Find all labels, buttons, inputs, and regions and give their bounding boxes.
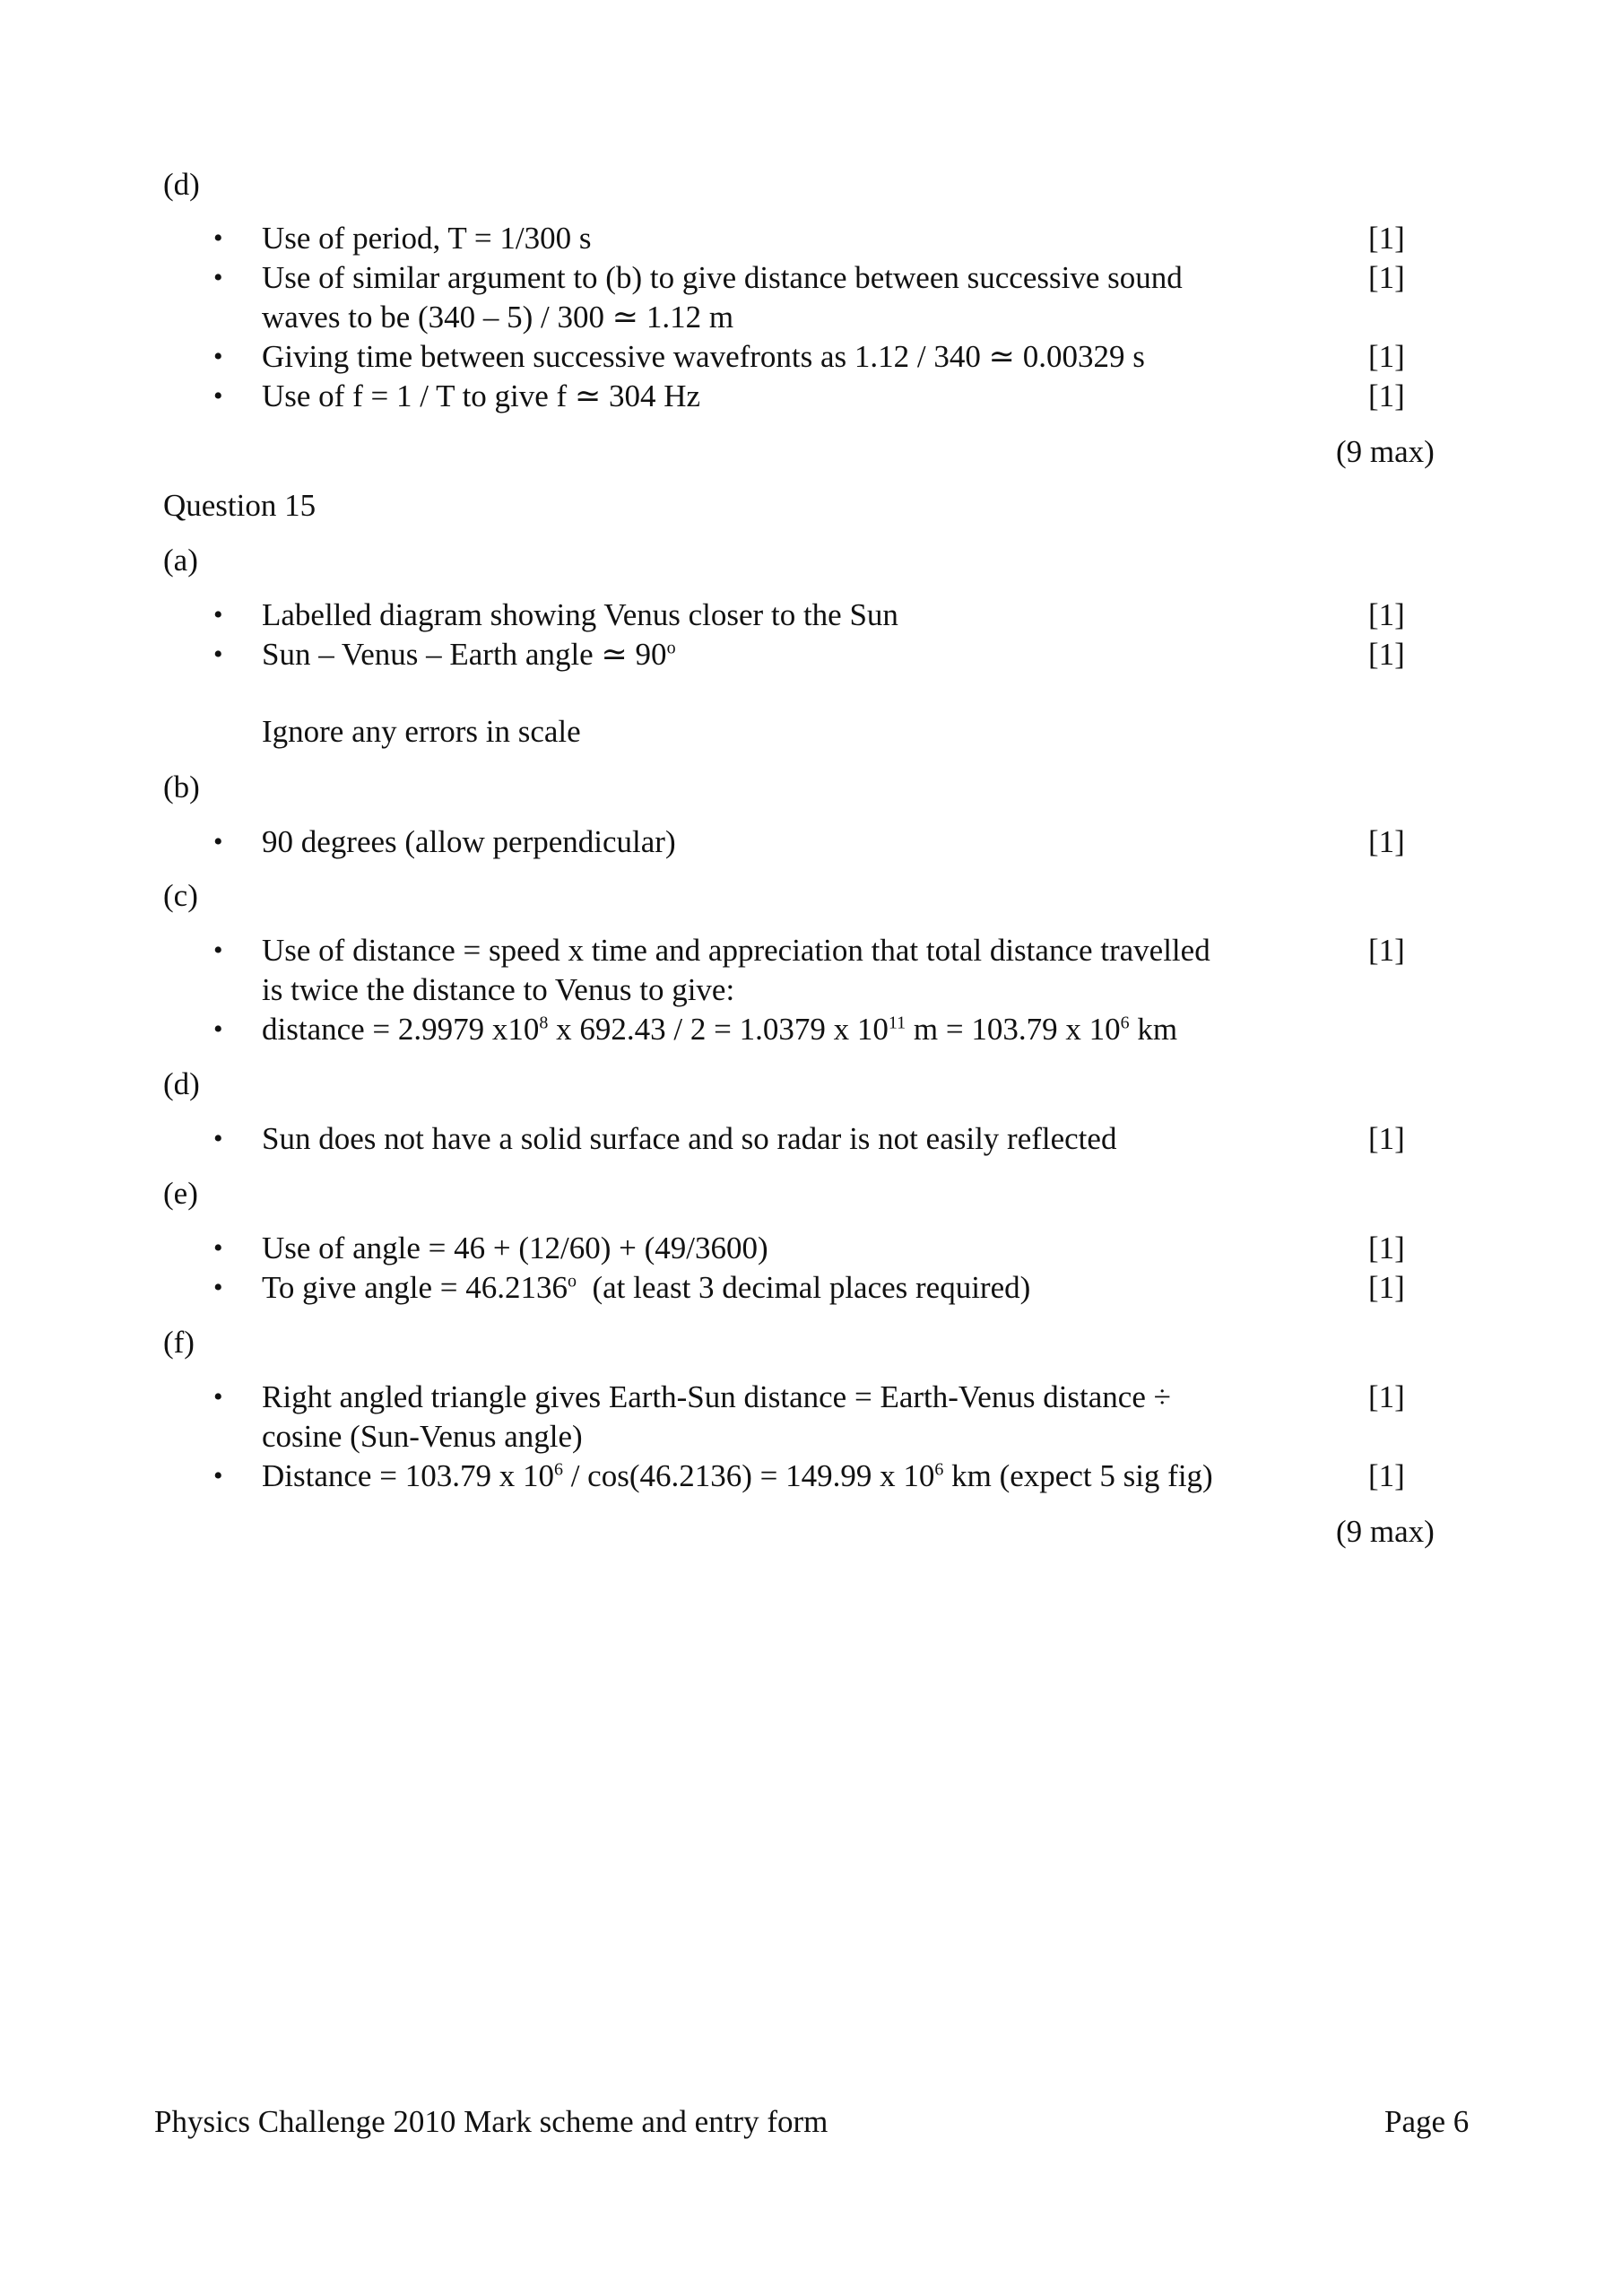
mark-item: Use of period, T = 1/300 s	[262, 221, 592, 256]
question-title: Question 15	[163, 488, 317, 523]
bullet: •	[213, 381, 223, 411]
bullet: •	[213, 1233, 223, 1263]
part-label-f: (f)	[163, 1325, 195, 1360]
mark-value: [1]	[1368, 339, 1405, 374]
mark-item: 90 degrees (allow perpendicular)	[262, 824, 676, 859]
mark-item: Use of angle = 46 + (12/60) + (49/3600)	[262, 1231, 768, 1265]
part-label-d: (d)	[163, 1066, 200, 1101]
mark-item: Use of f = 1 / T to give f ≃ 304 Hz	[262, 378, 701, 413]
mark-value: [1]	[1368, 1270, 1405, 1305]
part-label-b: (b)	[163, 770, 200, 804]
mark-item: To give angle = $46.2136^o$ (at least 3 decimal places required)	[262, 1270, 1031, 1305]
mark-value: [1]	[1368, 221, 1405, 256]
mark-item: Use of similar argument to (b) to give distance between successive sound	[262, 260, 1183, 295]
mark-item: Right angled triangle gives Earth-Sun distance = Earth-Venus distance ÷	[262, 1379, 1171, 1414]
bullet: •	[213, 639, 223, 669]
mark-value: [1]	[1368, 378, 1405, 413]
mark-value: [1]	[1368, 260, 1405, 295]
max-marks: (9 max)	[1336, 434, 1435, 469]
mark-item: Giving time between successive wavefronts as 1.12 / 340 ≃ 0.00329 s	[262, 339, 1145, 374]
part-label-c: (c)	[163, 878, 198, 913]
mark-item-continuation: waves to be (340 – 5) / 300 ≃ 1.12 m	[262, 300, 734, 335]
part-label-a: (a)	[163, 543, 198, 578]
mark-item-continuation: is twice the distance to Venus to give:	[262, 972, 735, 1007]
bullet: •	[213, 600, 223, 630]
mark-item: Sun does not have a solid surface and so radar is not easily reflected	[262, 1121, 1117, 1156]
part-label-d: (d)	[163, 167, 200, 202]
mark-value: [1]	[1368, 637, 1405, 672]
mark-value: [1]	[1368, 1121, 1405, 1156]
mark-item: Labelled diagram showing Venus closer to the Sun	[262, 597, 898, 632]
bullet: •	[213, 1461, 223, 1491]
mark-value: [1]	[1368, 824, 1405, 859]
footer-title: Physics Challenge 2010 Mark scheme and entry form	[154, 2104, 828, 2139]
bullet: •	[213, 827, 223, 857]
mark-value: [1]	[1368, 1458, 1405, 1493]
mark-item: Distance = 103.79 x $10^6 / \cos(46.2136) = 149.99$ x $10^6$ km (expect 5 sig fig)	[262, 1458, 1213, 1493]
mark-value: [1]	[1368, 933, 1405, 968]
bullet: •	[213, 1124, 223, 1153]
bullet: •	[213, 935, 223, 965]
note-text: Ignore any errors in scale	[262, 714, 581, 749]
mark-value: [1]	[1368, 597, 1405, 632]
mark-item: Sun – Venus – Earth angle ≃ 90$^o$	[262, 637, 676, 672]
mark-item: Use of distance = speed x time and appreciation that total distance travelled	[262, 933, 1210, 968]
bullet: •	[213, 1382, 223, 1412]
bullet: •	[213, 342, 223, 371]
mark-value: [1]	[1368, 1379, 1405, 1414]
mark-value: [1]	[1368, 1231, 1405, 1265]
mark-item: distance = 2.9979 $x10^8$ x 692.43 / 2 = 1.0379 x $10^{11}$ m = 103.79 x $10^6$ km	[262, 1012, 1178, 1047]
page-number: Page 6	[1384, 2104, 1470, 2139]
part-label-e: (e)	[163, 1176, 198, 1211]
bullet: •	[213, 223, 223, 253]
bullet: •	[213, 1014, 223, 1044]
bullet: •	[213, 1273, 223, 1302]
mark-item-continuation: cosine (Sun-Venus angle)	[262, 1419, 583, 1454]
bullet: •	[213, 263, 223, 292]
max-marks: (9 max)	[1336, 1514, 1435, 1549]
